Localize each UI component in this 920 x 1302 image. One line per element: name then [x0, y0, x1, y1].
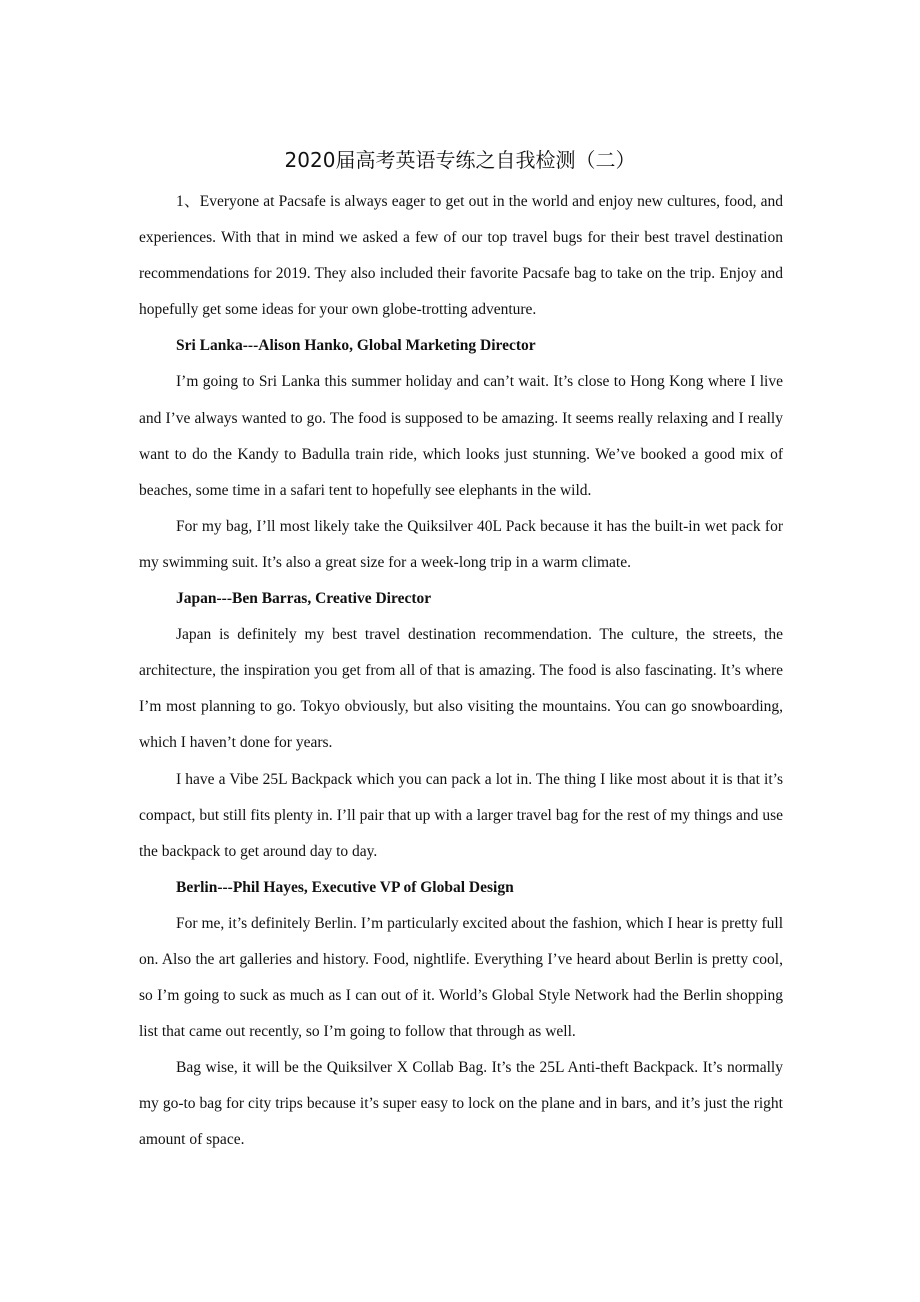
section-heading-berlin: Berlin---Phil Hayes, Executive VP of Global Design [176, 878, 514, 896]
japan-paragraph-2: I have a Vibe 25L Backpack which you can pack a lot in. The thing I like most about it is that it’s compact, but still fits plenty in. I’ll pair that up with a larger travel bag for the rest of my things and use the backpack to get around day to day. [139, 770, 783, 860]
sri-lanka-paragraph-2: For my bag, I’ll most likely take the Quiksilver 40L Pack because it has the built-in wet pack for my swimming suit. It’s also a great size for a week-long trip in a warm climate. [139, 517, 783, 571]
section-heading-japan: Japan---Ben Barras, Creative Director [176, 590, 432, 608]
question-number: 1、 [176, 193, 200, 210]
section-heading-sri-lanka: Sri Lanka---Alison Hanko, Global Marketing Director [176, 337, 536, 355]
berlin-paragraph-1: For me, it’s definitely Berlin. I’m particularly excited about the fashion, which I hear is pretty full on. Also the art galleries and history. Food, nightlife. Everything I’ve heard about Berlin is pretty cool, so I’m going to suck as much as I can out of it. World’s Global Style Network had the Berlin shopping list that came out recently, so I’m going to follow that through as well. [139, 914, 783, 1041]
sri-lanka-paragraph-1: I’m going to Sri Lanka this summer holiday and can’t wait. It’s close to Hong Kong where I live and I’ve always wanted to go. The food is supposed to be amazing. It seems really relaxing and I really want to do the Kandy to Badulla train ride, which looks just stunning. We’ve booked a good mix of beaches, some time in a safari tent to hopefully see elephants in the wild. [139, 373, 783, 499]
berlin-paragraph-2: Bag wise, it will be the Quiksilver X Collab Bag. It’s the 25L Anti-theft Backpack. It’s normally my go-to bag for city trips because it’s super easy to lock on the plane and in bars, and it’s just the right amount of space. [139, 1059, 783, 1149]
document-title: 2020届高考英语专练之自我检测（二） [284, 148, 636, 172]
japan-paragraph-1: Japan is definitely my best travel destination recommendation. The culture, the streets, the architecture, the inspiration you get from all of that is amazing. The food is also fascinating. It’s where I’m most planning to go. Tokyo obviously, but also visiting the mountains. You can go snowboarding, which I haven’t done for years. [139, 626, 783, 752]
intro-text: Everyone at Pacsafe is always eager to get out in the world and enjoy new cultures, food, and experiences. With that in mind we asked a few of our top travel bugs for their best travel destination recommendations for 2019. They also included their favorite Pacsafe bag to take on the trip. Enjoy and hopefully get some ideas for your own globe-trotting adventure. [139, 193, 783, 319]
document-body [139, 184, 783, 1159]
intro-paragraph [139, 184, 783, 328]
